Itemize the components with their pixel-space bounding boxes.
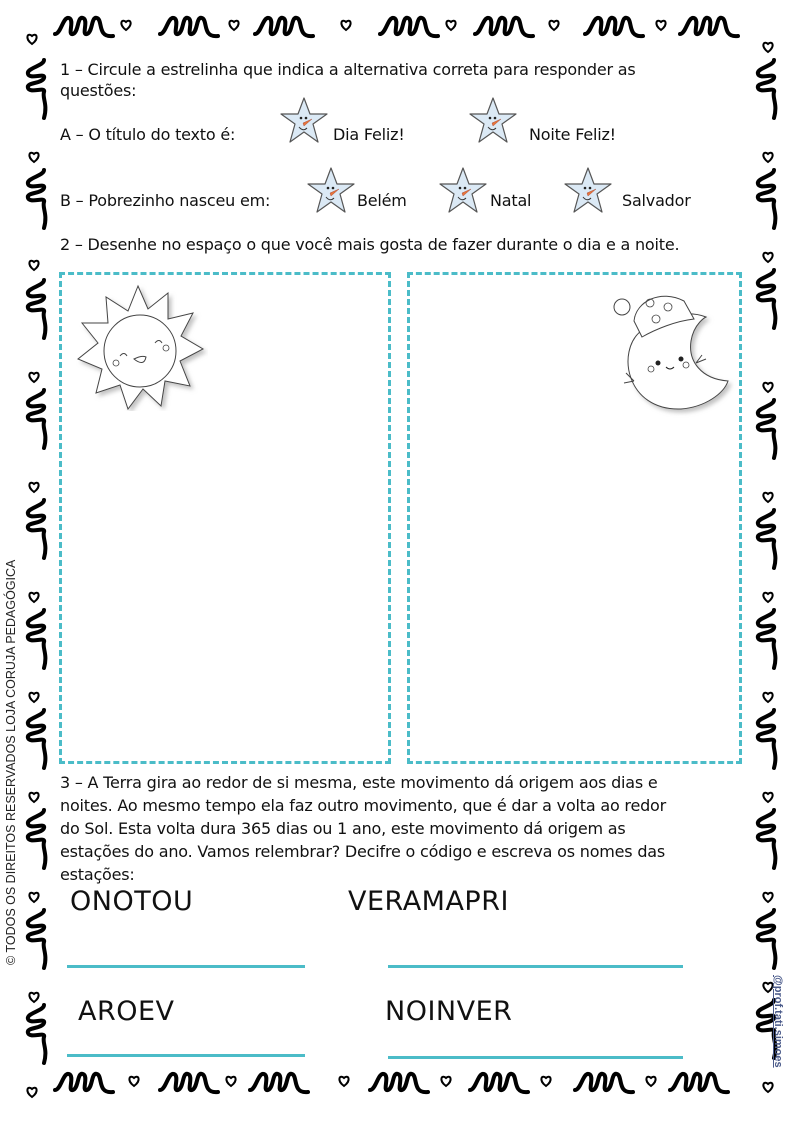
moon-with-nightcap-icon xyxy=(606,281,736,421)
question-1-prompt-line-1: 1 – Circule a estrelinha que indica a alternativa correta para responder as xyxy=(60,60,636,79)
answer-line-1[interactable] xyxy=(67,965,305,968)
question-3-text-line-2: noites. Ao mesmo tempo ela faz outro movimento, que é dar a volta ao redor xyxy=(60,796,667,815)
scrambled-word-2: VERAMAPRI xyxy=(348,886,509,917)
answer-line-3[interactable] xyxy=(67,1054,305,1057)
question-1b-label: B – Pobrezinho nasceu em: xyxy=(60,191,271,210)
option-salvador: Salvador xyxy=(622,191,691,210)
star-option-dia-feliz[interactable] xyxy=(279,96,329,146)
star-option-belem[interactable] xyxy=(306,166,356,216)
answer-line-2[interactable] xyxy=(388,965,683,968)
snowman-star-icon xyxy=(438,166,488,216)
question-3-text-line-1: 3 – A Terra gira ao redor de si mesma, este movimento dá origem aos dias e xyxy=(60,773,658,792)
answer-line-4[interactable] xyxy=(388,1056,683,1059)
question-3-text-line-5: estações: xyxy=(60,865,135,884)
question-2-prompt: 2 – Desenhe no espaço o que você mais gosta de fazer durante o dia e a noite. xyxy=(60,235,680,254)
snowman-star-icon xyxy=(279,96,329,146)
scrambled-word-3: AROEV xyxy=(78,996,175,1027)
option-dia-feliz: Dia Feliz! xyxy=(333,125,405,144)
scrambled-word-1: ONOTOU xyxy=(70,886,194,917)
star-option-noite-feliz[interactable] xyxy=(468,96,518,146)
sun-icon xyxy=(68,281,208,411)
option-noite-feliz: Noite Feliz! xyxy=(529,125,616,144)
day-drawing-box[interactable] xyxy=(59,272,391,764)
option-natal: Natal xyxy=(490,191,532,210)
snowman-star-icon xyxy=(563,166,613,216)
copyright-notice: © TODOS OS DIREITOS RESERVADOS LOJA CORUJA PEDAGÓGICA xyxy=(4,559,18,965)
star-option-salvador[interactable] xyxy=(563,166,613,216)
question-3-text-line-3: do Sol. Esta volta dura 365 dias ou 1 ano, este movimento dá origem as xyxy=(60,819,626,838)
question-1-prompt-line-2: questões: xyxy=(60,81,137,100)
night-drawing-box[interactable] xyxy=(407,272,742,764)
author-handle: @prof.tati.simoes xyxy=(772,975,784,1068)
snowman-star-icon xyxy=(468,96,518,146)
question-1a-label: A – O título do texto é: xyxy=(60,125,236,144)
star-option-natal[interactable] xyxy=(438,166,488,216)
question-3-text-line-4: estações do ano. Vamos relembrar? Decifre o código e escreva os nomes das xyxy=(60,842,666,861)
scrambled-word-4: NOINVER xyxy=(385,996,513,1027)
snowman-star-icon xyxy=(306,166,356,216)
option-belem: Belém xyxy=(357,191,407,210)
